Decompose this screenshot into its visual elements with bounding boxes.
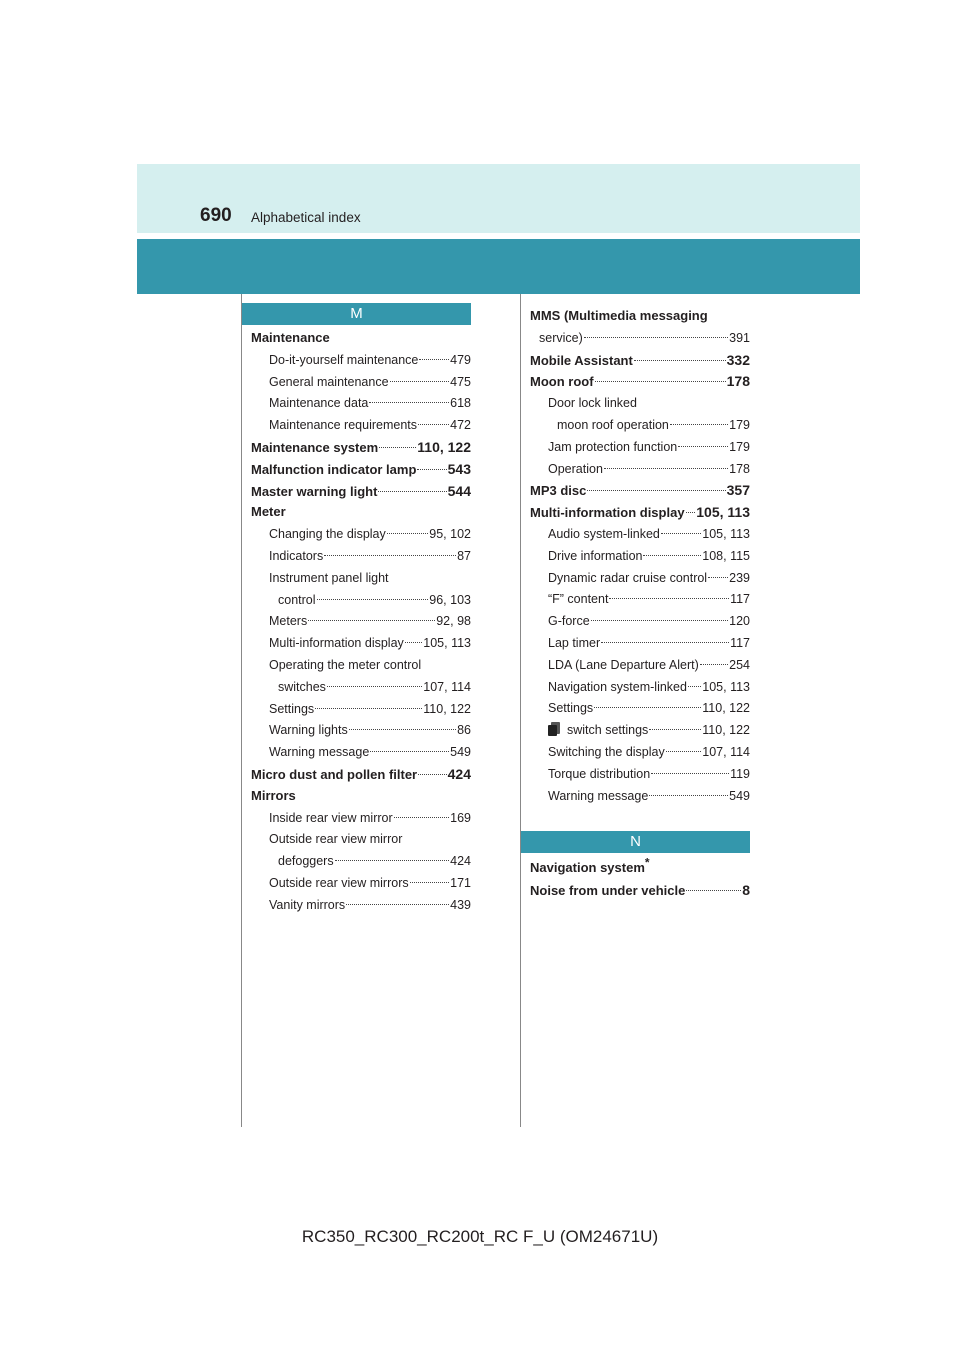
index-entry-text [548,612,590,630]
index-entry-label: Changing the display [269,527,386,542]
index-page-ref: 108, 115 [702,548,750,563]
index-entry-text [530,882,685,900]
index-entry-label: Malfunction indicator lamp [251,461,417,477]
dot-leader [651,773,729,774]
index-entry-text [269,634,404,652]
header-accent-bar [137,239,860,294]
index-entry-label: MMS (Multimedia messaging [530,308,708,323]
index-entry-label: G-force [548,614,590,629]
dot-leader [594,707,701,708]
index-entry-label: service) [539,330,583,345]
index-entry-label: Navigation system-linked [548,679,687,694]
dot-leader [378,491,446,492]
index-page-ref: 96, 103 [429,592,471,607]
dot-leader [688,686,701,687]
index-page-ref: 424 [447,766,471,782]
index-entry [269,351,471,373]
index-entry-text [548,590,608,608]
index-entry-label: switches [278,679,326,694]
index-entry [269,373,471,395]
index-page-ref: 105, 113 [702,527,750,541]
index-entry [548,787,750,809]
index-entry [530,307,750,329]
index-entry-text [548,699,593,717]
index-entry-text [251,766,417,784]
dot-leader [327,686,422,687]
index-entry-label: Door lock linked [548,396,637,411]
document-footer: RC350_RC300_RC200t_RC F_U (OM24671U) [301,1227,659,1246]
index-entry-text [269,416,417,434]
footnote-mark: * [644,855,650,870]
index-page-ref: 87 [457,549,471,563]
left-column-rule [241,294,242,1127]
index-entry-text [251,329,330,347]
page-title: Alphabetical index [251,210,361,225]
index-entry-text [269,830,402,848]
dot-leader [418,774,447,775]
index-entry [530,503,750,525]
index-entry [557,416,750,438]
phone-icon [548,722,561,735]
index-entry-label: Dynamic radar cruise control [548,570,708,585]
header-band [137,164,860,233]
right-column-rule [520,294,521,1127]
index-entry-text [269,896,345,914]
index-entry-label: Audio system-linked [548,527,660,541]
dot-leader [379,447,416,448]
index-entry [530,351,750,373]
index-entry-label: Lap timer [548,636,601,650]
index-entry [269,612,471,634]
index-entry-label: LDA (Lane Departure Alert) [548,657,699,672]
dot-leader [317,599,429,600]
index-entry [548,394,750,416]
index-entry-label: Switching the display [548,745,665,759]
index-entry-text [530,352,633,370]
index-entry-label: Navigation system [530,860,645,875]
index-page-ref: 107, 114 [702,745,750,759]
index-entry [251,787,471,809]
index-page-ref: 171 [450,876,471,890]
index-entry-text [548,569,707,587]
index-entry-label: Maintenance data [269,396,369,411]
index-page-ref: 618 [450,396,471,411]
index-entry-label: control [278,592,316,607]
dot-leader [418,424,449,425]
index-page-ref: 120 [729,614,750,629]
dot-leader [417,469,446,470]
index-page-ref: 110, 122 [702,701,750,716]
index-entry-label: Multi-information display [269,636,404,651]
dot-leader [643,555,701,556]
index-entry [269,700,471,722]
index-page-ref: 472 [450,418,471,433]
dot-leader [609,598,729,599]
index-entry-text [269,394,368,412]
index-page-ref: 105, 113 [702,679,750,694]
index-entry-label: Meter [251,504,286,520]
index-page-ref: 179 [729,439,750,454]
index-entry-text [548,743,665,761]
index-entry-text [548,656,699,674]
index-entry-label: Noise from under vehicle [530,882,686,898]
index-page-ref: 117 [730,636,750,650]
index-entry [548,525,750,547]
index-entry-text [269,656,421,674]
index-entry-label: Outside rear view mirror [269,832,403,847]
index-page-ref: 107, 114 [423,679,471,694]
index-entry [278,852,471,874]
dot-leader [634,360,726,361]
index-entry-text [548,460,603,478]
dot-leader [405,642,422,643]
index-entry-text [530,504,685,522]
index-entry-text [269,612,307,630]
dot-leader [390,381,450,382]
index-page-ref: 239 [729,570,750,585]
page-number: 690 [200,205,232,226]
dot-leader [324,555,456,556]
dot-leader [349,729,456,730]
index-entry-label: “F” content [548,592,609,607]
index-entry [548,569,750,591]
index-entry-label: Indicators [269,549,324,563]
index-page-ref: 544 [447,482,471,499]
index-entry-text [530,482,586,500]
index-entry [269,525,471,547]
index-entry-label: Warning message [269,745,370,760]
dot-leader [601,642,729,643]
index-entry [539,329,750,351]
index-entry-text [251,787,296,805]
index-entry-label: Settings [548,701,594,716]
index-page-ref: 479 [450,352,471,367]
index-page-ref: 549 [729,788,750,803]
index-page-ref: 549 [450,745,471,760]
index-entry-text [269,721,348,739]
index-entry [548,590,750,612]
index-entry-label: Settings [269,701,315,716]
index-entry [269,416,471,438]
index-entry-label: Maintenance requirements [269,418,417,433]
dot-leader [686,890,741,891]
index-entry [269,830,471,852]
index-entry [530,372,750,394]
index-entry-label: Moon roof [530,374,594,390]
index-entry-text [269,700,314,718]
index-entry-text [530,855,650,877]
index-entry [269,896,471,918]
index-entry [548,547,750,569]
index-entry-label: Jam protection function [548,439,678,454]
index-entry-text [548,721,648,739]
dot-leader [661,533,701,534]
index-page-ref: 543 [447,460,471,477]
index-entry-text [278,852,334,870]
index-page-ref: 92, 98 [436,614,471,629]
index-entry-label: switch settings [567,723,649,738]
index-page-ref: 110, 122 [702,723,750,738]
index-entry [269,634,471,656]
index-entry-text [251,483,377,501]
index-entry-label: Mirrors [251,787,296,803]
index-entry [251,460,471,482]
index-entry-text [269,569,389,587]
dot-leader [700,664,728,665]
index-entry-label: Maintenance [251,330,330,345]
dot-leader [604,468,728,469]
index-entry [278,591,471,613]
dot-leader [419,359,449,360]
index-entry-label: Mobile Assistant [530,352,633,368]
index-entry [269,569,471,591]
index-entry-text [251,503,286,521]
index-page-ref: 332 [726,351,750,368]
index-entry-label: MP3 disc [530,483,587,499]
index-entry [269,743,471,765]
index-entry [269,809,471,831]
index-entry-label: Torque distribution [548,766,651,781]
index-entry-label: Instrument panel light [269,570,389,585]
dot-leader [315,708,422,709]
index-entry-text [269,874,409,892]
dot-leader [686,512,696,513]
index-entry-text [548,765,650,783]
index-entry-text [269,351,418,369]
index-entry-text [269,373,389,391]
index-entry-text [557,416,669,434]
dot-leader [595,381,726,382]
index-page-ref: 117 [730,592,750,607]
index-entry [548,721,750,743]
index-entry [548,699,750,721]
index-entry-label: Do-it-yourself maintenance [269,352,419,367]
index-entry-label: defoggers [278,854,334,869]
index-entry-text [251,461,416,479]
index-entry-label: Drive information [548,548,643,563]
index-entry-label: Operation [548,461,603,476]
index-entry-text [269,547,323,565]
index-entry-text [548,787,648,805]
index-entry-label: Master warning light [251,483,378,499]
index-page-ref: 110, 122 [417,439,471,455]
index-entry [251,438,471,460]
index-entry-text [269,525,386,543]
index-page-ref: 86 [457,723,471,738]
index-page-ref: 391 [729,330,750,345]
dot-leader [649,795,728,796]
index-entry-text [530,307,708,325]
index-page-ref: 110, 122 [423,701,471,716]
index-entry [251,503,471,525]
index-page-ref: 119 [730,766,750,781]
section-letter-n: N [521,831,750,853]
index-entry-label: Warning message [548,788,649,803]
index-entry [548,678,750,700]
index-entry-label: Multi-information display [530,505,685,521]
index-entry-label: Maintenance system [251,440,379,455]
index-entry-text [548,394,637,412]
index-entry-label: Micro dust and pollen filter [251,767,418,782]
dot-leader [335,860,450,861]
index-entry-label: Meters [269,614,308,629]
dot-leader [666,751,702,752]
dot-leader [649,729,701,730]
index-page-ref: 105, 113 [696,504,750,521]
index-entry [548,460,750,482]
dot-leader [369,402,449,403]
index-entry-label: Operating the meter control [269,658,422,672]
dot-leader [678,446,728,447]
index-entry [269,874,471,896]
dot-leader [587,490,725,491]
index-entry [278,678,471,700]
index-entry [269,547,471,569]
index-entry-text [539,329,583,347]
index-page-ref: 178 [729,461,750,476]
index-entry [548,743,750,765]
index-entry [251,482,471,504]
dot-leader [708,577,728,578]
index-entry-text [251,439,378,457]
index-entry [251,765,471,787]
index-entry [548,634,750,656]
dot-leader [387,533,429,534]
index-page-ref: 95, 102 [429,527,471,542]
index-entry-text [269,743,369,761]
index-entry-label: Outside rear view mirrors [269,876,409,890]
index-entry-text [548,438,677,456]
index-entry [269,721,471,743]
dot-leader [584,337,728,338]
dot-leader [346,904,449,905]
index-entry [548,765,750,787]
index-page-ref: 475 [450,374,471,389]
index-entry-label: Vanity mirrors [269,897,346,912]
index-entry [269,394,471,416]
dot-leader [591,620,728,621]
index-entry-text [548,678,687,696]
index-entry [548,612,750,634]
index-page-ref: 254 [729,657,750,672]
index-entry-text [269,809,393,827]
index-page-ref: 179 [729,418,750,432]
dot-leader [410,882,450,883]
index-entry [530,881,750,903]
index-entry-label: moon roof operation [557,418,669,432]
index-page-ref: 105, 113 [423,636,471,651]
index-entry-text [530,373,594,391]
index-page-ref: 178 [726,373,750,390]
index-entry-label: Warning lights [269,723,348,738]
index-page-ref: 357 [726,482,750,499]
index-entry-text [548,634,600,652]
dot-leader [394,817,450,818]
dot-leader [308,620,435,621]
index-entry [530,481,750,503]
section-letter-m: M [242,303,471,325]
index-entry [530,855,750,881]
index-entry-text [548,525,660,543]
index-entry-label: General maintenance [269,374,389,389]
index-entry [269,656,471,678]
index-entry-text [278,591,316,609]
index-entry-label: Inside rear view mirror [269,810,393,825]
index-page-ref: 169 [450,810,471,825]
index-entry [251,329,471,351]
index-page-ref: 8 [742,881,750,898]
index-page-ref: 439 [450,897,471,912]
index-page-ref: 424 [450,854,471,869]
index-entry [548,656,750,678]
dot-leader [370,751,449,752]
index-entry-text [278,678,326,696]
dot-leader [670,424,728,425]
index-entry [548,438,750,460]
index-entry-text [548,547,642,565]
